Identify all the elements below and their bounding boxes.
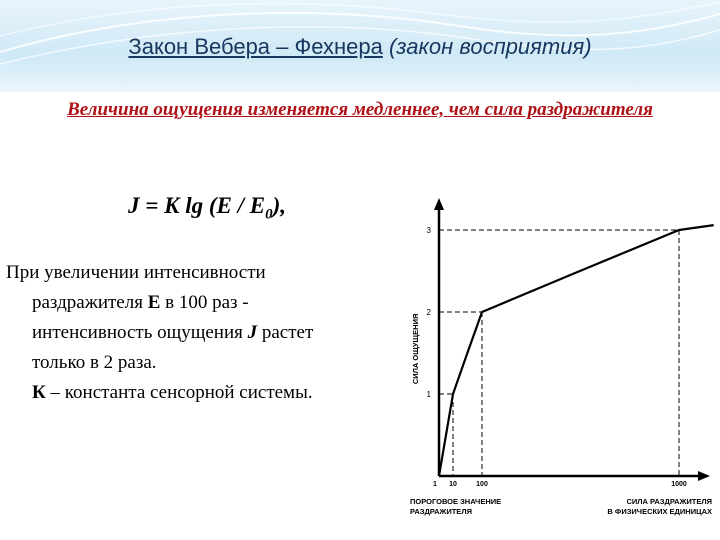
chart-layer [410,198,714,516]
title-sub: (закон восприятия) [388,34,592,59]
formula [128,193,286,224]
body-line-1: При увеличении интенсивности [6,262,266,283]
series-line [439,225,714,476]
y-tick-label: 1 [426,390,431,399]
body-line-3-a: интенсивность ощущения [32,322,248,343]
x-axis-label-right: СИЛА РАЗДРАЖИТЕЛЯ [626,497,712,506]
body-line-5-a: К [32,382,46,403]
body-line-5 [6,378,378,408]
body-line-3-c: растет [257,322,314,343]
y-axis-arrow [434,198,444,210]
body-line-2-b: Е [147,292,161,313]
y-axis-label: СИЛА ОЩУЩЕНИЯ [411,313,420,385]
body-line-3 [6,318,378,348]
x-tick-label: 1 [433,481,437,488]
body-text [6,258,378,408]
weber-fechner-chart [398,192,716,530]
title-main: Закон Вебера – Фехнера [128,34,383,59]
formula-subscript: 0 [265,206,273,223]
formula-part1: J = K lg (E / E [128,193,266,218]
x-axis-label-left: РАЗДРАЖИТЕЛЯ [410,507,472,516]
body-line-3-b: J [247,322,258,343]
page-title [0,34,720,60]
x-axis-label-right: В ФИЗИЧЕСКИХ ЕДИНИЦАХ [607,507,712,516]
x-tick-label: 100 [476,481,488,488]
body-line-5-b: – константа сенсорной системы. [45,382,313,403]
body-line-2-a: раздражителя [32,292,148,313]
y-tick-label: 2 [426,308,431,317]
body-line-2 [6,288,378,318]
x-tick-label: 1000 [671,481,687,488]
body-line-2-c: в 100 раз - [160,292,249,313]
x-axis-label-left: ПОРОГОВОЕ ЗНАЧЕНИЕ [410,497,502,506]
x-axis-arrow [698,471,710,481]
y-tick-label: 3 [426,226,431,235]
body-line-4: только в 2 раза. [32,352,157,373]
subtitle: Величина ощущения изменяется медленнее, чем сила раздражителя [67,99,653,120]
x-tick-label: 10 [449,481,457,488]
formula-part2: ), [272,193,286,218]
